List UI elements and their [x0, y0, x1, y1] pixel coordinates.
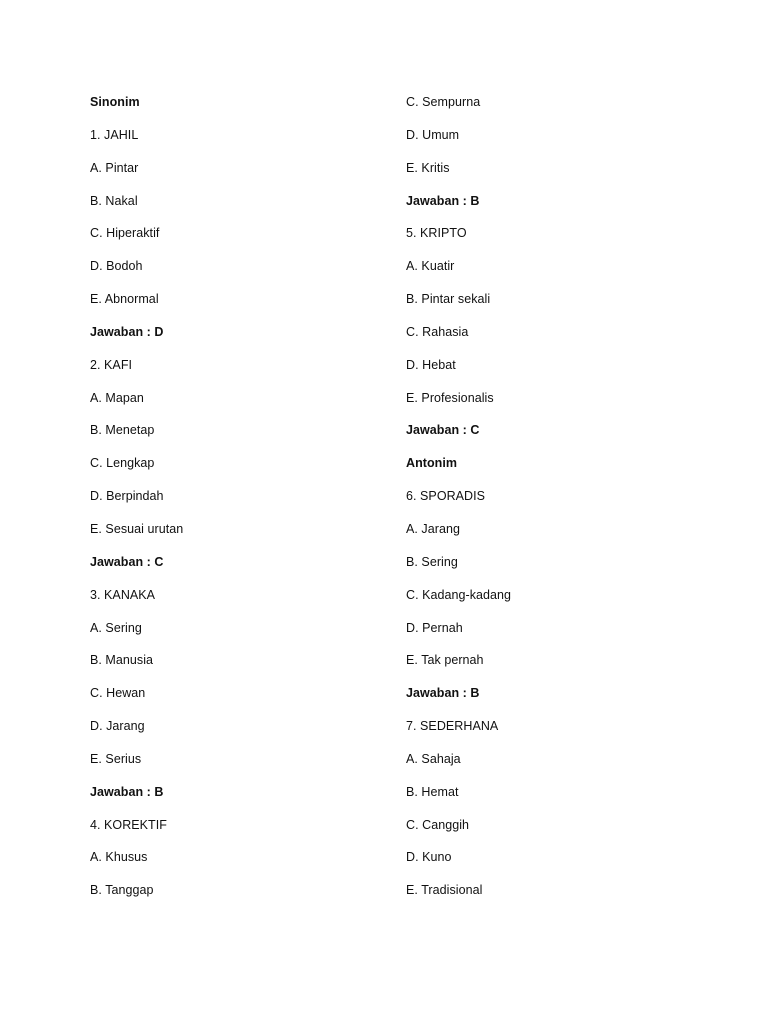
option-line-e-sesuai-urutan: E. Sesuai urutan	[90, 521, 184, 536]
option-line-d-umum: D. Umum	[406, 127, 460, 142]
option-line-b-sering: B. Sering	[406, 554, 458, 569]
answer-line-jawaban-b: Jawaban : B	[406, 193, 480, 208]
answer-line-jawaban-c: Jawaban : C	[90, 554, 164, 569]
answer-line-jawaban-d: Jawaban : D	[90, 324, 164, 339]
question-line-6-sporadis: 6. SPORADIS	[406, 489, 486, 504]
option-line-a-khusus: A. Khusus	[90, 850, 148, 865]
question-line-1-jahil: 1. JAHIL	[90, 127, 139, 142]
option-line-e-kritis: E. Kritis	[406, 160, 450, 175]
option-line-c-kadang-kadang: C. Kadang-kadang	[406, 587, 512, 602]
option-line-a-kuatir: A. Kuatir	[406, 259, 455, 274]
answer-line-jawaban-b: Jawaban : B	[90, 784, 164, 799]
option-line-c-hewan: C. Hewan	[90, 686, 146, 701]
option-line-d-bodoh: D. Bodoh	[90, 259, 143, 274]
option-line-c-rahasia: C. Rahasia	[406, 324, 469, 339]
question-line-3-kanaka: 3. KANAKA	[90, 587, 156, 602]
answer-line-jawaban-c: Jawaban : C	[406, 423, 480, 438]
left-column	[90, 92, 390, 913]
option-line-a-sahaja: A. Sahaja	[406, 751, 461, 766]
option-line-a-pintar: A. Pintar	[90, 160, 139, 175]
answer-line-jawaban-b: Jawaban : B	[406, 686, 480, 701]
question-line-4-korektif: 4. KOREKTIF	[90, 817, 167, 832]
option-line-c-lengkap: C. Lengkap	[90, 456, 155, 471]
question-line-2-kafi: 2. KAFI	[90, 357, 133, 372]
option-line-c-hiperaktif: C. Hiperaktif	[90, 226, 160, 241]
option-line-e-tradisional: E. Tradisional	[406, 883, 483, 898]
right-column	[406, 92, 706, 913]
option-line-e-profesionalis: E. Profesionalis	[406, 390, 494, 405]
option-line-e-serius: E. Serius	[90, 751, 142, 766]
option-line-c-sempurna: C. Sempurna	[406, 95, 481, 109]
option-line-d-jarang: D. Jarang	[90, 719, 145, 734]
option-line-d-pernah: D. Pernah	[406, 620, 463, 635]
option-line-a-jarang: A. Jarang	[406, 521, 460, 536]
option-line-a-sering: A. Sering	[90, 620, 142, 635]
section-heading-sinonim: Sinonim	[90, 95, 140, 109]
option-line-c-canggih: C. Canggih	[406, 817, 470, 832]
option-line-d-berpindah: D. Berpindah	[90, 489, 164, 504]
option-line-b-pintar-sekali: B. Pintar sekali	[406, 292, 491, 307]
option-line-e-tak-pernah: E. Tak pernah	[406, 653, 484, 668]
option-line-e-abnormal: E. Abnormal	[90, 292, 159, 307]
option-line-b-tanggap: B. Tanggap	[90, 883, 154, 898]
question-line-7-sederhana: 7. SEDERHANA	[406, 719, 499, 734]
option-line-b-hemat: B. Hemat	[406, 784, 459, 799]
option-line-d-hebat: D. Hebat	[406, 357, 456, 372]
option-line-d-kuno: D. Kuno	[406, 850, 452, 865]
section-heading-antonim: Antonim	[406, 456, 458, 471]
option-line-b-nakal: B. Nakal	[90, 193, 138, 208]
option-line-b-menetap: B. Menetap	[90, 423, 155, 438]
option-line-a-mapan: A. Mapan	[90, 390, 144, 405]
option-line-b-manusia: B. Manusia	[90, 653, 154, 668]
question-line-5-kripto: 5. KRIPTO	[406, 226, 467, 241]
